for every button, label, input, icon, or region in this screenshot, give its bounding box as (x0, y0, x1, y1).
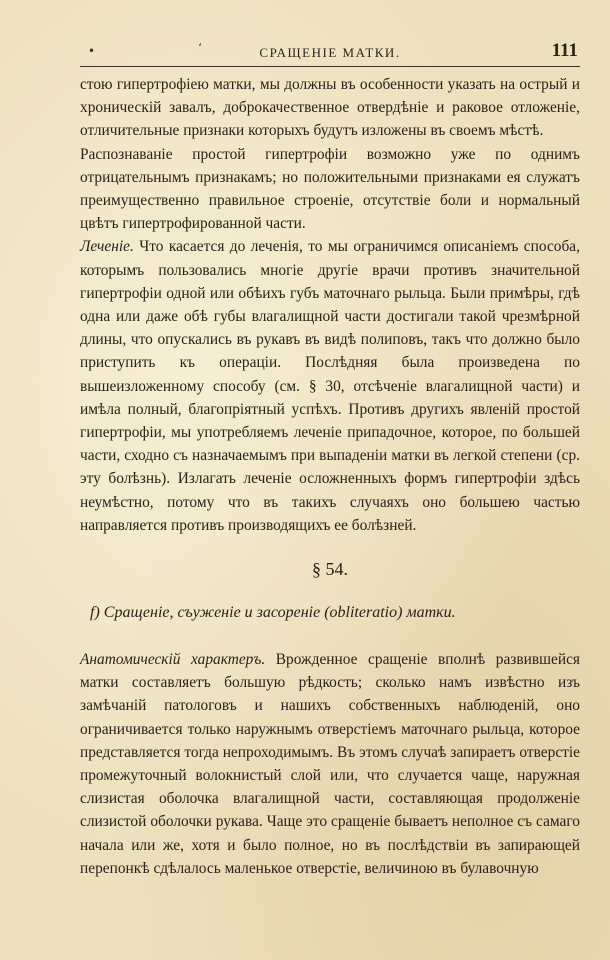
paragraph (80, 143, 580, 236)
section-subheading: f) Сращеніе, съуженіе и засореніе (obliteratio) матки. (90, 604, 456, 622)
paragraph-text: стою гипертрофіею матки, мы должны въ особенности указать на острый и хроническій завалъ, доброкачественное отвердѣніе и раковое отложеніе, отличительные признаки которыхъ будутъ изложены въ своемъ мѣстѣ. (80, 76, 580, 140)
paragraph-text: Врожденное сращеніе вполнѣ развившейся матки составляетъ большую рѣдкость; сколько намъ извѣстно изъ замѣчаній патологовъ и нашихъ собственныхъ наблюденій, оно ограничивается только наружнымъ отверстіемъ маточнаго рыльца, которое представляется тогда непроходимымъ. Въ этомъ случаѣ запираетъ отверстіе промежуточный волокнистый слой или, что случается чаще, наружная слизистая оболочка влагалищной части, составляющая продолженіе слизистой оболочки рукава. Чаще это сращеніе бываетъ неполное съ самаго начала или же, хотя и было полное, но въ послѣдствіи въ запирающей перепонкѣ сдѣлалось маленькое отверстіе, величиною въ булавочную (80, 651, 580, 877)
body-text (80, 73, 580, 880)
paragraph-text: Распознаваніе простой гипертрофіи возможно уже по однимъ отрицательнымъ признакамъ; но положительными признаками ея служатъ преимущественно правильное строеніе, отсутствіе боли и нормальный цвѣтъ гипертрофированной части. (80, 145, 580, 233)
print-speck: ‘ (198, 41, 202, 55)
paragraph (80, 235, 580, 537)
running-head: СРАЩЕНІЕ МАТКИ. (259, 45, 401, 60)
section-number: § 54. (312, 559, 348, 580)
paragraph (80, 648, 580, 880)
paragraph-lead: Леченіе. (80, 238, 134, 256)
paragraph-lead: Анатомическій характеръ. (80, 651, 266, 669)
header-rule (80, 66, 580, 67)
print-speck: • (88, 44, 96, 58)
paragraph (80, 73, 580, 143)
paragraph-text: Что касается до леченія, то мы ограничимся описаніемъ способа, которымъ пользовались многіе другіе врачи противъ значительной гипертрофіи одной или обѣихъ губъ маточнаго рыльца. Были примѣры, гдѣ одна или даже обѣ губы влагалищной части достигали такой чрезмѣрной длины, что опускались въ рукавъ въ видѣ полиповъ, такъ что должно было приступить къ операціи. Послѣдняя была произведена по вышеизложенному способу (см. § 30, отсѣченіе влагалищной части) и имѣла полный, благопріятный успѣхъ. Противъ другихъ явленій простой гипертрофіи, мы употребляемъ леченіе припадочное, которое, по большей части, сходно съ назначаемымъ при выпаденіи матки въ легкой степени (ср. эту болѣзнь). Излагать леченіе осложненныхъ формъ гипертрофіи здѣсь неумѣстно, потому что въ такихъ случаяхъ оно большею частью направляется противъ производящихъ ее болѣзней. (80, 238, 580, 534)
page-number: 111 (551, 40, 578, 61)
page-header (80, 42, 580, 64)
